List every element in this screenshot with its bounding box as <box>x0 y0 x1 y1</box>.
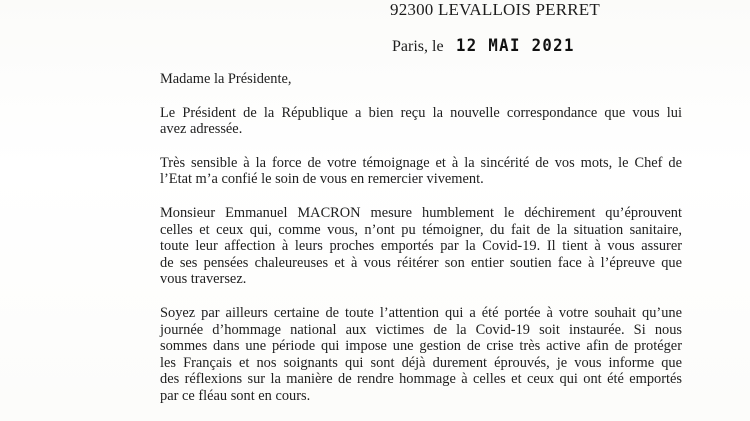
date-prefix: Paris, le <box>392 38 444 55</box>
paragraph-4 <box>160 305 682 405</box>
date-line <box>392 36 585 56</box>
paragraph-1 <box>160 105 682 138</box>
paragraph-line: vous traversez. <box>160 271 247 288</box>
paragraph-line: toute leur affection à leurs proches emportés par la Covid-19. Il tient à vous assurer <box>160 238 682 255</box>
paragraph-line: Très sensible à la force de votre témoignage et à la sincérité de vos mots, le Chef de <box>160 154 682 171</box>
paragraph-line: les Français et nos soignants qui sont déjà durement éprouvés, je vous informe que <box>160 354 682 371</box>
date-stamp: 12 MAI 2021 <box>455 36 575 56</box>
paragraph-line: avez adressée. <box>160 121 243 138</box>
paragraph-line: des réflexions sur la manière de rendre hommage à celles et ceux qui ont été emportés <box>160 371 682 388</box>
paragraph-line: l’Etat m’a confié le soin de vous en remercier vivement. <box>160 171 484 188</box>
address-line: 92300 LEVALLOIS PERRET <box>390 0 600 19</box>
salutation: Madame la Présidente, <box>160 71 292 87</box>
paragraph-line: sommes dans une période qui impose une gestion de crise très active afin de protéger <box>160 338 682 355</box>
paragraph-line: journée d’hommage national aux victimes de la Covid-19 soit instaurée. Si nous <box>160 321 682 338</box>
paragraph-line: Monsieur Emmanuel MACRON mesure humblement le déchirement qu’éprouvent <box>160 204 682 221</box>
paragraph-line: Le Président de la République a bien reçu la nouvelle correspondance que vous lui <box>160 104 682 121</box>
paragraph-line: de ses pensées chaleureuses et à vous réitérer son entier soutien face à l’épreuve que <box>160 254 682 271</box>
paragraph-line: par ce fléau sont en cours. <box>160 387 311 404</box>
paragraph-3 <box>160 205 682 288</box>
letter-body <box>160 71 682 421</box>
paragraph-2 <box>160 155 682 188</box>
paragraph-line: Soyez par ailleurs certaine de toute l’attention qui a été portée à votre souhait qu’une <box>160 304 682 321</box>
paragraph-line: celles et ceux qui, comme vous, n’ont pu témoigner, du fait de la situation sanitaire, <box>160 221 682 238</box>
